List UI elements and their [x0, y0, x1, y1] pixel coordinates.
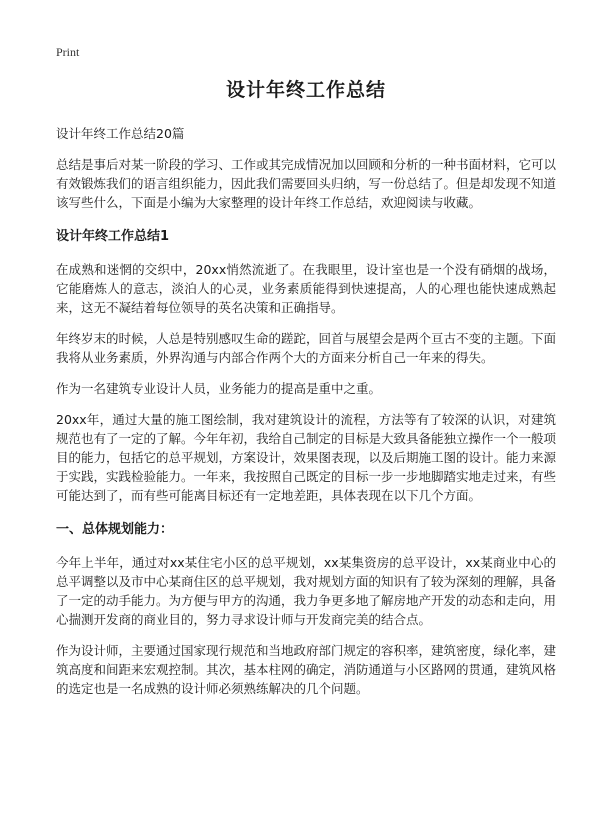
paragraph-3: 作为一名建筑专业设计人员，业务能力的提高是重中之重。 — [56, 381, 382, 396]
paragraph-6: 作为设计师，主要通过国家现行规范和当地政府部门规定的容积率，建筑密度，绿化率，建筑高度和间距来宏观控制。其次，基本柱网的确定，消防通道与小区路网的贯通，建筑风格的选定也是一名成熟的设计师必须熟练解决的几个问题。 — [56, 643, 557, 696]
paragraph-1: 在成熟和迷惘的交织中，20xx悄然流逝了。在我眼里，设计室也是一个没有硝烟的战场，它能磨炼人的意志，淡泊人的心灵，业务素质能得到快速提高，人的心理也能快速成熟起来，这无不凝结着每位领导的英名决策和正确指导。 — [56, 262, 556, 315]
paragraph-2: 年终岁末的时候，人总是特别感叹生命的蹉跎，回首与展望会是两个亘古不变的主题。下面我将从业务素质，外界沟通与内部合作两个大的方面来分析自己一年来的得失。 — [56, 331, 557, 365]
intro-paragraph: 总结是事后对某一阶段的学习、工作或其完成情况加以回顾和分析的一种书面材料，它可以有效锻炼我们的语言组织能力，因此我们需要回头归纳，写一份总结了。但是却发现不知道该写些什么，下面是小编为大家整理的设计年终工作总结，欢迎阅读与收藏。 — [56, 157, 557, 210]
print-link[interactable]: Print — [56, 45, 80, 59]
document-subtitle: 设计年终工作总结20篇 — [56, 126, 185, 141]
page-title: 设计年终工作总结 — [225, 79, 386, 101]
section-heading-summary-1: 设计年终工作总结1 — [56, 229, 170, 244]
paragraph-4: 20xx年，通过大量的施工图绘制，我对建筑设计的流程，方法等有了较深的认识，对建筑规范也有了一定的了解。今年年初，我给自己制定的目标是大致具备能独立操作一个一般项目的能力，包括它的总平规划，方案设计，效果图表现，以及后期施工图的设计。能力来源于实践，实践检验能力。一年来，我按照自己既定的目标一步一步地脚踏实地走过来，有些可能达到了，而有些可能离目标还有一定地差距，具体表现在以下几个方面。 — [56, 412, 557, 503]
paragraph-5: 今年上半年，通过对xx某住宅小区的总平规划，xx某集资房的总平设计，xx某商业中心的总平调整以及市中心某商住区的总平规划，我对规划方面的知识有了较为深刻的理解，具备了一定的动手能力。为方便与甲方的沟通，我力争更多地了解房地产开发的动态和走向，用心揣测开发商的商业目的，努力寻求设计师与开发商完美的结合点。 — [56, 555, 557, 627]
section-heading-planning: 一、总体规划能力： — [56, 522, 174, 537]
